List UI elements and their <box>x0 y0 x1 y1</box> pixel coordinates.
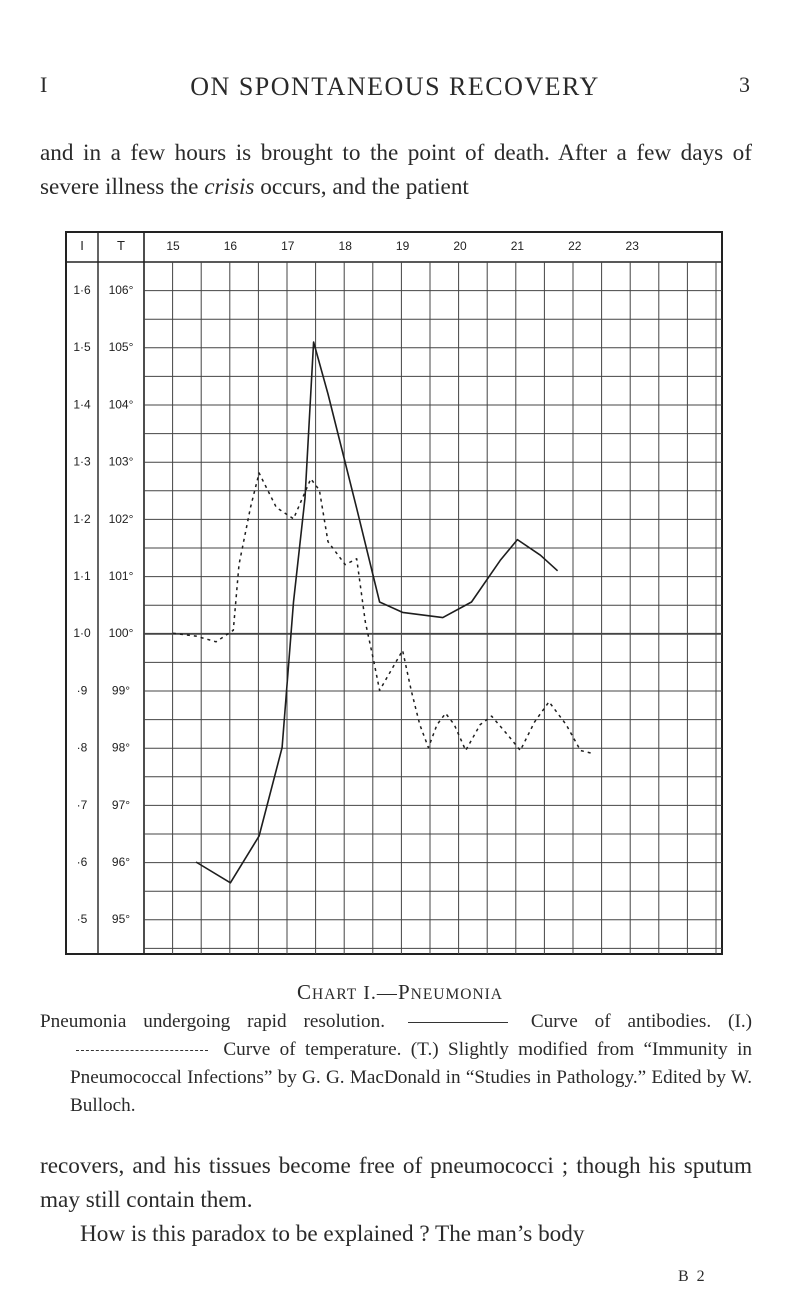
x-tick-label: 17 <box>281 239 295 253</box>
chart-grid <box>66 232 722 954</box>
caption-description: Pneumonia undergoing rapid resolution. <box>40 1011 386 1032</box>
chart-series <box>173 342 592 883</box>
chart-frame <box>66 232 722 954</box>
y-index-label: 1·5 <box>73 340 91 355</box>
x-tick-label: 23 <box>625 239 639 253</box>
y-index-label: ·7 <box>76 797 88 812</box>
y-index-label: 1·1 <box>73 569 91 583</box>
y-index-label: 1·6 <box>73 283 91 297</box>
header-temp-label: T <box>117 238 125 253</box>
series-antibodies-line <box>196 342 558 883</box>
y-temp-label: 100° <box>108 626 134 641</box>
chart-caption-body <box>40 1008 752 1120</box>
caption-source-note: Slightly modified from “Immunity in Pneumococcal Infections” by G. G. MacDonald in “Studies in Pathology.” Edited by W. Bulloch. <box>70 1039 752 1116</box>
paragraph-bottom <box>40 1149 752 1251</box>
x-tick-label: 18 <box>338 239 352 253</box>
y-temp-label: 102° <box>108 511 134 526</box>
signature-mark: B 2 <box>678 1268 707 1285</box>
legend-dashed-line-sample <box>76 1050 208 1051</box>
legend-dashed-label: Curve of temperature. (T.) <box>223 1039 439 1060</box>
legend-solid-label: Curve of antibodies. (I.) <box>530 1011 753 1032</box>
x-tick-label: 22 <box>568 239 582 253</box>
chart-labels <box>73 238 639 926</box>
y-temp-label: 106° <box>108 283 134 297</box>
paragraph-paradox: How is this paradox to be explained ? The man’s body <box>80 1221 585 1247</box>
y-index-label: 1·2 <box>73 511 91 526</box>
y-index-label: ·6 <box>76 855 88 869</box>
y-temp-label: 96° <box>111 855 131 869</box>
page-number: 3 <box>739 72 750 97</box>
italic-word-crisis: crisis <box>204 174 255 200</box>
paragraph-recovers: recovers, and his tissues become free of pneumococci ; though his sputum may still contain them. <box>40 1153 752 1213</box>
y-temp-label: 95° <box>111 912 131 927</box>
x-tick-label: 19 <box>395 239 410 253</box>
chart-caption-title: CHART I.—PNEUMONIA <box>296 980 504 1004</box>
chapter-numeral: I <box>40 72 49 97</box>
series-temperature-line <box>173 473 592 753</box>
y-index-label: ·5 <box>76 912 88 927</box>
y-temp-label: 101° <box>108 569 134 583</box>
y-temp-label: 98° <box>111 740 131 755</box>
x-tick-label: 20 <box>453 239 467 253</box>
legend-solid-line-sample <box>408 1022 508 1023</box>
y-temp-label: 99° <box>111 683 131 698</box>
x-tick-label: 15 <box>166 239 180 253</box>
y-temp-label: 105° <box>108 340 134 355</box>
x-tick-label: 21 <box>510 239 525 253</box>
y-temp-label: 103° <box>108 454 134 469</box>
y-index-label: ·9 <box>76 683 88 698</box>
y-index-label: ·8 <box>76 740 88 755</box>
y-index-label: 1·3 <box>73 454 91 469</box>
running-title: ON SPONTANEOUS RECOVERY <box>190 72 600 101</box>
paragraph-top-text-a: and in a few hours is brought to the point of death. After a few days of severe illness the <box>40 140 752 200</box>
y-index-label: 1·4 <box>73 397 91 412</box>
y-temp-label: 97° <box>111 797 131 812</box>
header-index-label: I <box>80 238 84 253</box>
y-temp-label: 104° <box>108 397 134 412</box>
y-index-label: 1·0 <box>73 626 91 641</box>
paragraph-top-text-b: occurs, and the patient <box>254 174 469 200</box>
x-tick-label: 16 <box>223 239 238 253</box>
